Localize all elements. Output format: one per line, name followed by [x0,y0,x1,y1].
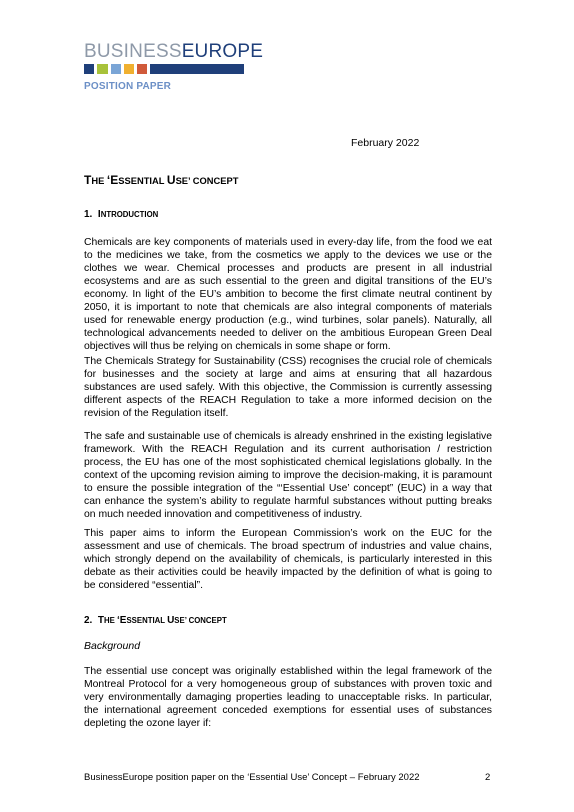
section-title-part: I [97,209,101,220]
footer-text: BusinessEurope position paper on the ‘Essential Use’ Concept – February 2022 [84,772,420,783]
section-number: 2. [84,615,93,626]
title-part: SE’ CONCEPT [175,176,239,186]
document-type-label: POSITION PAPER [84,81,172,92]
logo-color-bar [84,64,244,74]
paragraph: The Chemicals Strategy for Sustainability (CSS) recognises the crucial role of chemicals for businesses and the society at large and aims at ensuring that all hazardous substances are used safely. With this objective, the Commission is currently assessing different aspects of the REACH Regulation to take a more informed decision on the revision of the Regulation itself. [84,356,492,419]
section-title-part: SE’ CONCEPT [174,616,227,625]
section-title-part: NTRODUCTION [100,210,159,219]
logo-text-europe: EUROPE [181,41,264,62]
title-part: ‘E [106,173,119,187]
logo-bar-segment [137,64,147,74]
subheading-background: Background [84,640,141,652]
logo-bar-segment [150,64,244,74]
paragraph: The safe and sustainable use of chemicals is already enshrined in the existing legislative framework. With the REACH Regulation and its current authorisation / restriction process, the EU has one of the most sophisticated chemical legislations globally. In the context of the upcoming revision aiming to improve the decision-making, it is paramount to ensure the possible integration of the “‘Essential Use’ concept” (EUC) in a way that can enhance the system’s ability to regulate harmful substances without putting breaks on much needed innovation and competitiveness of industry. [84,431,492,520]
businesseurope-logo [84,41,263,63]
section-heading-introduction [84,209,158,220]
logo-text-business: BUSINESS [84,41,182,62]
logo-bar-segment [124,64,134,74]
document-date: February 2022 [351,137,420,149]
section-title-part: T [97,615,105,626]
section-number: 1. [84,209,93,220]
section-title-part: ‘E [117,615,127,626]
title-part: T [84,173,92,187]
page-number: 2 [485,772,491,783]
paragraph: Chemicals are key components of materials used in every-day life, from the food we eat to the medicines we take, from the cosmetics we apply to the devices we use or the clothes we wear. Chemical processes and products are present in all industrial ecosystems and are as such essential to the green and digital transitions of the EU’s economy. In light of the EU’s ambition to become the first climate neutral continent by 2050, it is important to note that chemicals are also integral components of materials used for renewable energy production (e.g., wind turbines, solar panels). Naturally, all technological advancements needed to deliver on the ambitious European Green Deal objectives will thus be relying on chemicals in some shape or form. [84,237,492,352]
document-title [84,173,238,187]
paragraph: The essential use concept was originally established within the legal framework of the Montreal Protocol for a very homogeneous group of substances with proven toxic and very environmentally damaging properties leading to unacceptable risks. In particular, the international agreement conceded exemptions for essential uses of substances depleting the ozone layer if: [84,666,492,729]
title-part: SSENTIAL [118,176,167,186]
section-title-part: SSENTIAL [126,616,168,625]
logo-bar-segment [84,64,94,74]
section-title-part: U [167,615,175,626]
logo-bar-segment [97,64,108,74]
section-heading-essential-use [84,615,227,626]
paragraph: This paper aims to inform the European Commission’s work on the EUC for the assessment and use of chemicals. The broad spectrum of industries and value chains, which strongly depend on the availability of chemicals, is particularly interested in this debate as their activities could be heavily impacted by the definition of what is going to be considered “essential”. [84,528,492,591]
title-part: U [166,173,176,187]
section-title-part: HE [104,616,118,625]
title-part: HE [91,176,107,186]
logo-bar-segment [111,64,121,74]
